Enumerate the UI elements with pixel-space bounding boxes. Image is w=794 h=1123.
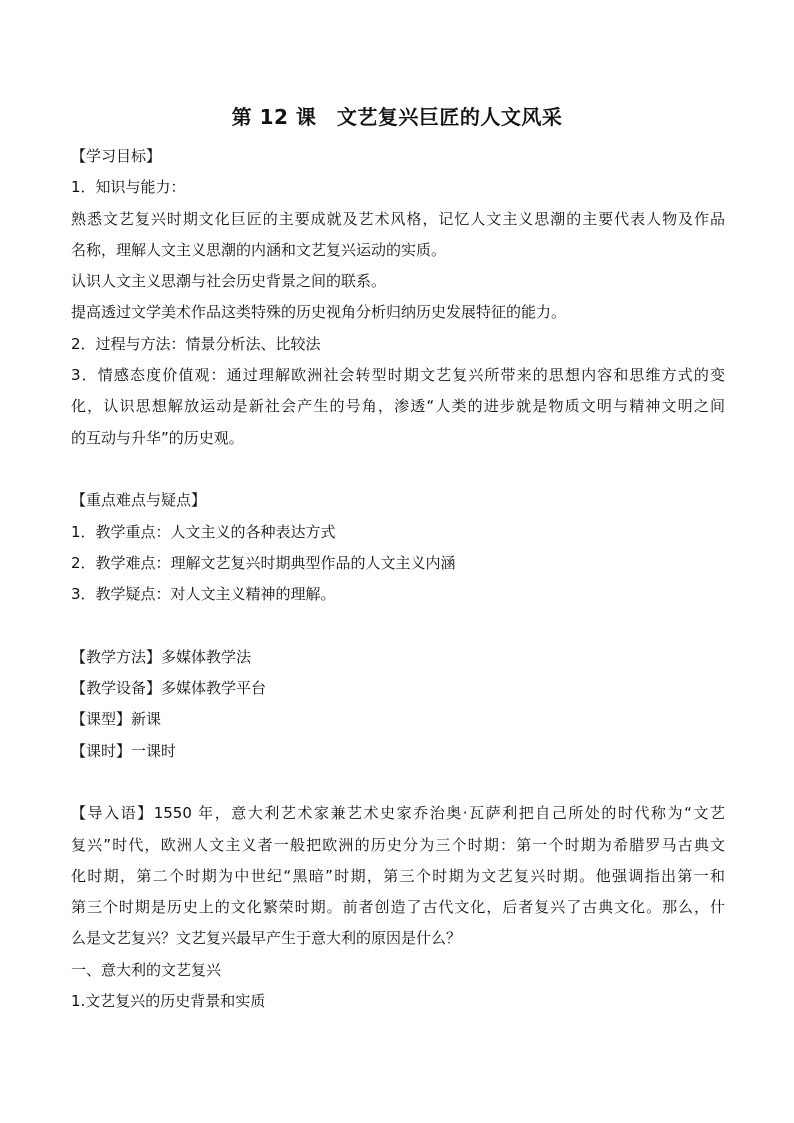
section-header-objectives: 【学习目标】 [71,147,162,165]
spacer [71,610,725,641]
section-header-key-points: 【重点难点与疑点】 [71,491,207,510]
page-title: 第 12 课 文艺复兴巨匠的人文风采 [231,105,563,129]
intro-line: 么是文艺复兴？文艺复兴最早产生于意大利的原因是什么？ [71,929,462,948]
part-1-heading: 一、意大利的文艺复兴 [71,960,222,979]
objective-item-3-line: 化，认识思想解放运动是新社会产生的号角，渗透“人类的进步就是物质文明与精神文明之间 [71,397,725,416]
objective-item-3-line: 3．情感态度价值观：通过理解欧洲社会转型时期文艺复兴所带来的思想内容和思维方式的变 [71,366,725,385]
intro-line: 复兴”时代，欧洲人文主义者一般把欧洲的历史分为三个时期：第一个时期为希腊罗马古典文 [71,835,725,854]
intro-line: 第三个时期是历史上的文化繁荣时期。前者创造了古代文化，后者复兴了古典文化。那么，什 [71,898,725,917]
objective-item-2: 2．过程与方法：情景分析法、比较法 [71,334,321,353]
objective-item-1-paragraph-line: 熟悉文艺复兴时期文化巨匠的主要成就及艺术风格，记忆人文主义思潮的主要代表人物及作品 [71,209,725,228]
key-point-item-3: 3．教学疑点：对人文主义精神的理解。 [71,585,336,604]
objective-item-1-paragraph: 提高透过文学美术作品这类特殊的历史视角分析归纳历史发展特征的能力。 [71,303,567,322]
lesson-type: 【课型】新课 [71,710,162,729]
objective-item-1-paragraph-line: 名称，理解人文主义思潮的内涵和文艺复兴运动的实质。 [71,240,447,259]
document-body [71,141,725,1017]
teaching-equipment: 【教学设备】多媒体教学平台 [71,679,267,698]
spacer [71,454,725,485]
lesson-hours: 【课时】一课时 [71,741,177,760]
spacer [71,767,725,798]
objective-item-1-label: 1．知识与能力： [71,178,186,197]
objective-item-3-line: 的互动与升华”的历史观。 [71,428,244,447]
teaching-method: 【教学方法】多媒体教学法 [71,647,252,666]
intro-line: 【导入语】1550 年，意大利艺术家兼艺术史家乔治奥·瓦萨利把自己所处的时代称为“文艺 [71,804,725,823]
key-point-item-2: 2．教学难点：理解文艺复兴时期典型作品的人文主义内涵 [71,553,456,572]
objective-item-1-paragraph: 认识人文主义思潮与社会历史背景之间的联系。 [71,272,387,291]
part-1-subheading: 1.文艺复兴的历史背景和实质 [71,992,266,1011]
intro-line: 化时期，第二个时期为中世纪“黑暗”时期，第三个时期为文艺复兴时期。他强调指出第一和 [71,866,725,885]
key-point-item-1: 1．教学重点：人文主义的各种表达方式 [71,522,336,541]
